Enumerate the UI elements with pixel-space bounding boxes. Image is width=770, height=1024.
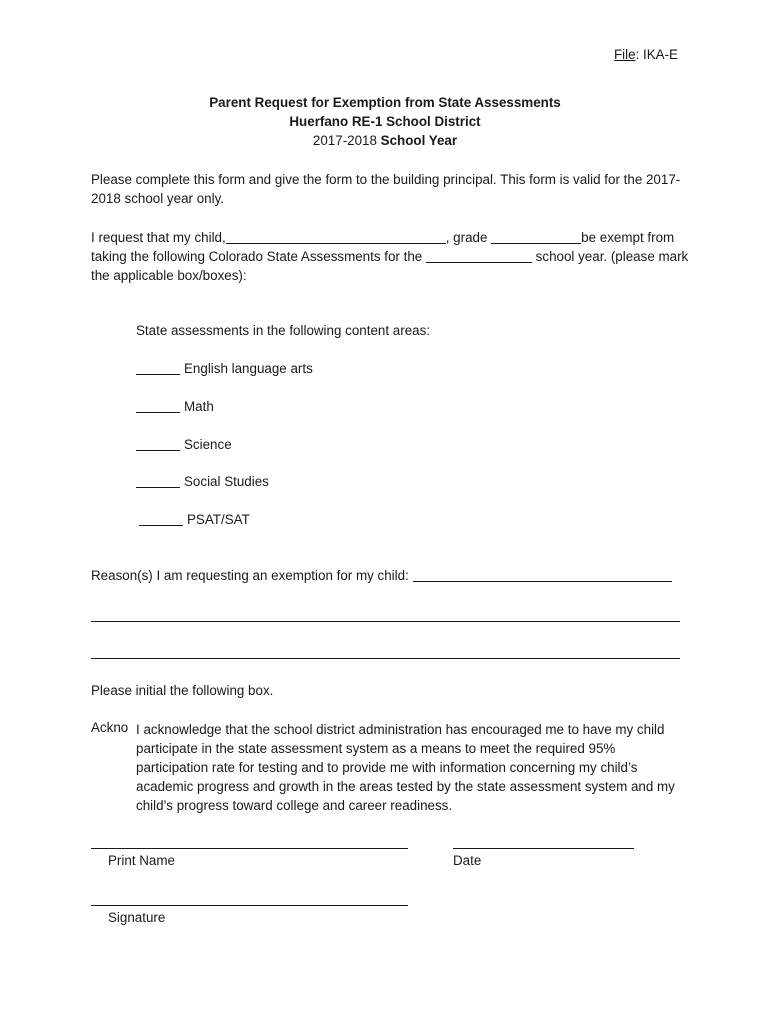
option-label: Math (184, 399, 214, 414)
request-text-1: I request that my child, (91, 230, 226, 245)
intro-paragraph: Please complete this form and give the form to the building principal. This form is valid for the 2017-2018 school year only. (91, 172, 681, 206)
district-name: Huerfano RE-1 School District (289, 114, 481, 129)
option-mark-field[interactable] (136, 475, 180, 488)
reason-line-3[interactable] (91, 658, 680, 659)
request-text-2: , grade (445, 230, 492, 245)
file-reference (614, 47, 678, 62)
reason-line-2[interactable] (91, 621, 680, 622)
request-text-3: be exempt from taking the following Colorado State Assessments for the (91, 230, 675, 264)
school-year-years: 2017-2018 (312, 133, 381, 148)
request-text-4: school year. (please mark the applicable box/boxes): (91, 249, 689, 283)
acknowledgement-prefix: Ackno (91, 720, 129, 735)
option-label: Science (184, 437, 232, 452)
reason-label: Reason(s) I am requesting an exemption for my child: (91, 568, 409, 583)
option-mark-field[interactable] (136, 438, 180, 451)
option-label: English language arts (184, 361, 313, 376)
option-label: Social Studies (184, 474, 269, 489)
reason-field[interactable] (413, 568, 672, 582)
option-mark-field[interactable] (139, 513, 183, 526)
grade-field[interactable] (491, 230, 581, 244)
initial-instruction: Please initial the following box. (91, 683, 274, 698)
child-name-field[interactable] (226, 230, 446, 244)
school-year-field[interactable] (426, 249, 532, 263)
reason-row (91, 568, 672, 583)
option-math (136, 399, 214, 414)
request-paragraph (91, 228, 691, 285)
option-label: PSAT/SAT (187, 512, 250, 527)
option-social-studies (136, 474, 269, 489)
signature-label: Signature (108, 910, 166, 925)
file-code: : IKA-E (635, 47, 678, 62)
content-areas-heading: State assessments in the following content areas: (136, 323, 431, 338)
date-label: Date (453, 853, 482, 868)
date-line[interactable] (453, 848, 634, 849)
form-title: Parent Request for Exemption from State Assessments (209, 95, 561, 110)
option-science (136, 437, 232, 452)
school-year-label: School Year (380, 133, 458, 148)
file-label: File (614, 47, 636, 62)
school-year-title (0, 133, 770, 148)
print-name-line[interactable] (91, 848, 408, 849)
signature-line[interactable] (91, 905, 408, 906)
option-mark-field[interactable] (136, 400, 180, 413)
option-psat-sat (139, 512, 250, 527)
print-name-label: Print Name (108, 853, 175, 868)
acknowledgement-text: I acknowledge that the school district administration has encouraged me to have my child participate in the state assessment system as a means to meet the required 95% participation rate for testing and to provide me with information concerning my child’s academic progress and growth in the areas tested by the state assessment system and my child’s progress toward college and career readiness. (136, 722, 675, 813)
option-english (136, 361, 313, 376)
option-mark-field[interactable] (136, 362, 180, 375)
